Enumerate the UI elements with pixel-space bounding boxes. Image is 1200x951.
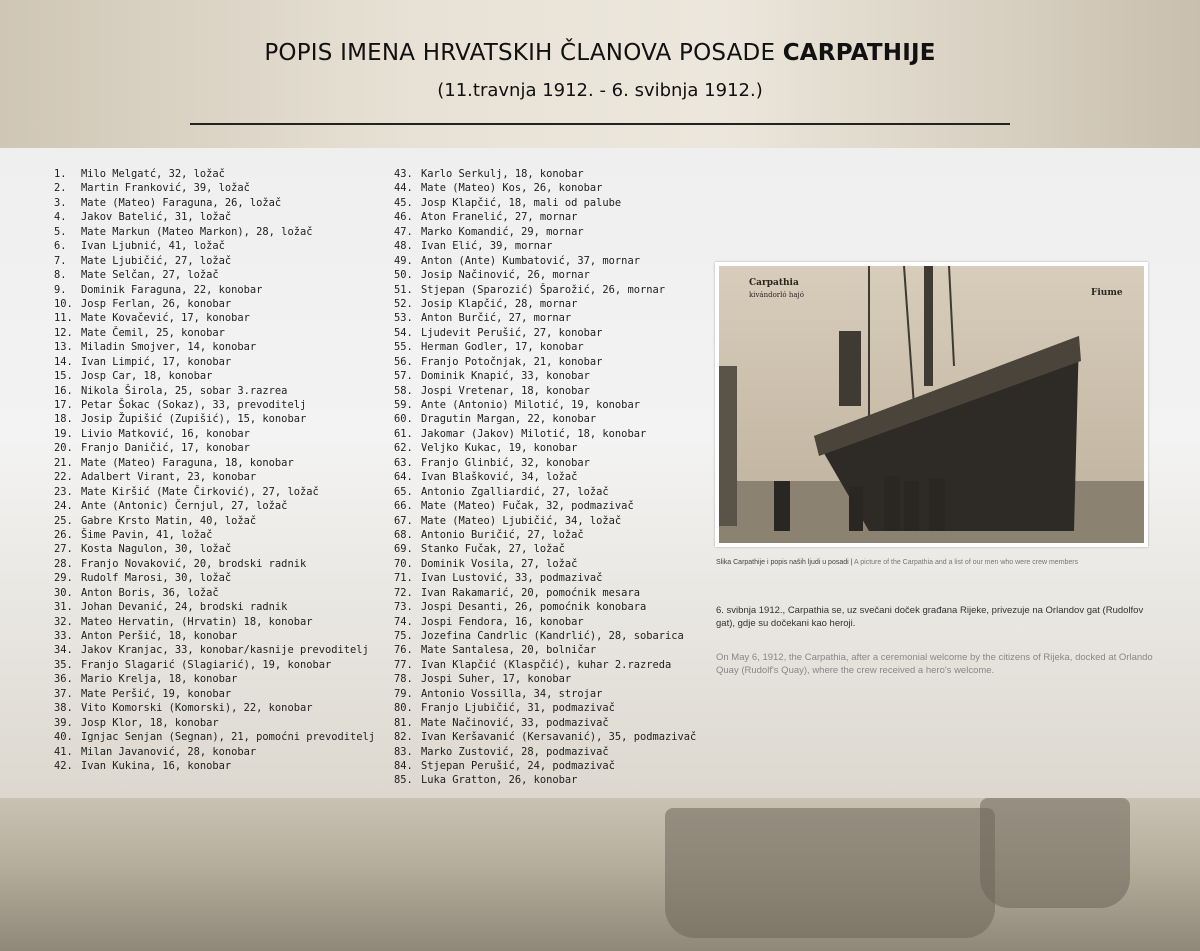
crew-member-name: Mate Kovačević, 17, konobar [81, 312, 250, 325]
crew-member-name: Šime Pavin, 41, ložač [81, 528, 213, 541]
crew-member-name: Jospi Vretenar, 18, konobar [421, 384, 590, 397]
crew-member-name: Mate (Mateo) Kos, 26, konobar [421, 182, 603, 195]
crew-member-name: Anton (Ante) Kumbatović, 37, mornar [421, 254, 640, 267]
crew-member-name: Franjo Glinbić, 32, konobar [421, 456, 590, 469]
crew-list-item [54, 643, 375, 657]
crew-list-item [394, 268, 696, 282]
crew-list-item [394, 514, 696, 528]
crew-list-item [54, 297, 375, 311]
crew-member-name: Dominik Knapić, 33, konobar [421, 370, 590, 383]
boat-silhouette [665, 808, 995, 938]
crew-list-right [394, 167, 696, 788]
crew-list-item [394, 600, 696, 614]
crew-list-item [394, 643, 696, 657]
crew-number: 61. [394, 427, 413, 440]
photo-label-ship: Carpathia [749, 278, 799, 288]
crew-list-item [54, 716, 375, 730]
crew-member-name: Milo Melgatć, 32, ložač [81, 168, 225, 180]
crew-list-item [54, 672, 375, 686]
crew-member-name: Stanko Fučak, 27, ložač [421, 543, 565, 556]
crew-number: 30. [54, 586, 73, 599]
crew-number: 29. [54, 572, 73, 585]
title-divider [190, 123, 1010, 125]
crew-member-name: Ivan Elić, 39, mornar [421, 240, 553, 253]
crew-member-name: Josip Klapčić, 28, mornar [421, 297, 578, 310]
crew-number: 21. [54, 456, 73, 469]
crew-number: 54. [394, 326, 413, 339]
crew-list-item [394, 485, 696, 499]
crew-number: 22. [54, 471, 73, 484]
crew-list-item [54, 340, 375, 354]
crew-number: 53. [394, 312, 413, 325]
crew-list-item [394, 672, 696, 686]
carpathia-photo [715, 262, 1148, 547]
crew-list-item [394, 629, 696, 643]
crew-number: 33. [54, 630, 73, 642]
crew-member-name: Ante (Antonio) Milotić, 19, konobar [421, 399, 640, 411]
crew-list-item [54, 470, 375, 484]
crew-list-item [54, 615, 375, 629]
crew-list-item [394, 615, 696, 629]
crew-member-name: Marko Komandić, 29, mornar [421, 225, 584, 238]
crew-number: 19. [54, 427, 73, 440]
crew-member-name: Franjo Potočnjak, 21, konobar [421, 355, 603, 368]
crew-member-name: Jozefina Candrlic (Kandrlić), 28, sobarica [421, 630, 684, 642]
crew-member-name: Rudolf Marosi, 30, ložač [81, 572, 232, 585]
crew-number: 71. [394, 572, 413, 585]
crew-number: 7. [54, 254, 67, 267]
crew-member-name: Ante (Antonic) Černjul, 27, ložač [81, 500, 288, 513]
crew-number: 37. [54, 687, 73, 700]
crew-list-item [54, 384, 375, 398]
crew-member-name: Aton Franelić, 27, mornar [421, 211, 578, 224]
crew-member-name: Jospi Fendora, 16, konobar [421, 615, 584, 628]
crew-number: 41. [54, 745, 73, 758]
crew-member-name: Stjepan (Sparozić) Šparožić, 26, mornar [421, 283, 665, 296]
crew-member-name: Mate Kiršić (Mate Čirković), 27, ložač [81, 485, 319, 498]
crew-list-item [394, 355, 696, 369]
crew-list-item [54, 542, 375, 556]
crew-list-item [394, 542, 696, 556]
crew-member-name: Anton Boris, 36, ložač [81, 586, 219, 599]
crew-number: 85. [394, 774, 413, 787]
crew-number: 6. [54, 240, 67, 253]
crew-number: 72. [394, 586, 413, 599]
crew-member-name: Karlo Serkulj, 18, konobar [421, 168, 584, 180]
crew-number: 60. [394, 413, 413, 426]
crew-member-name: Antonio Vossilla, 34, strojar [421, 687, 603, 700]
crew-member-name: Miladin Smojver, 14, konobar [81, 341, 257, 354]
crew-member-name: Antonio Zgalliardić, 27, ložač [421, 485, 609, 498]
crew-member-name: Mateo Hervatin, (Hrvatin) 18, konobar [81, 615, 313, 628]
crew-member-name: Anton Burčić, 27, mornar [421, 312, 572, 325]
crew-number: 63. [394, 456, 413, 469]
crew-number: 74. [394, 615, 413, 628]
crew-number: 58. [394, 384, 413, 397]
crew-number: 79. [394, 687, 413, 700]
crew-list-item [54, 412, 375, 426]
crew-number: 77. [394, 658, 413, 671]
crew-number: 82. [394, 731, 413, 744]
crew-member-name: Dragutin Margan, 22, konobar [421, 413, 597, 426]
crew-member-name: Mate (Mateo) Ljubičić, 34, ložač [421, 514, 622, 527]
crew-number: 47. [394, 225, 413, 238]
caption-croatian: Slika Carpathije i popis naših ljudi u posadi [716, 559, 849, 566]
crew-number: 68. [394, 528, 413, 541]
crew-member-name: Mate Načinović, 33, podmazivač [421, 716, 609, 729]
crew-list-item [394, 181, 696, 195]
crew-list-item [394, 427, 696, 441]
crew-list-item [394, 369, 696, 383]
crew-number: 44. [394, 182, 413, 195]
crew-list-item [394, 326, 696, 340]
crew-number: 34. [54, 644, 73, 657]
crew-member-name: Anton Peršić, 18, konobar [81, 630, 238, 642]
crew-list-item [394, 210, 696, 224]
crew-member-name: Luka Gratton, 26, konobar [421, 774, 578, 787]
crew-member-name: Marko Zustović, 28, podmazivač [421, 745, 609, 758]
crew-member-name: Vito Komorski (Komorski), 22, konobar [81, 702, 313, 715]
crew-list-item [394, 398, 696, 412]
crew-list-item [54, 210, 375, 224]
crew-list-item [54, 254, 375, 268]
crew-member-name: Mario Krelja, 18, konobar [81, 673, 238, 686]
crew-member-name: Petar Šokac (Sokaz), 33, prevoditelj [81, 399, 307, 411]
crew-member-name: Jakov Batelić, 31, ložač [81, 211, 232, 224]
crew-member-name: Ignjac Senjan (Segnan), 21, pomoćni prevoditelj [81, 731, 376, 744]
crew-member-name: Josp Klapčić, 18, mali od palube [421, 196, 622, 209]
crew-number: 80. [394, 702, 413, 715]
header-banner [0, 0, 1200, 148]
crew-member-name: Jakov Kranjac, 33, konobar/kasnije prevoditelj [81, 644, 369, 657]
crew-member-name: Ivan Keršavanić (Kersavanić), 35, podmazivač [421, 731, 697, 744]
crew-list-item [394, 167, 696, 181]
crew-list-item [394, 456, 696, 470]
crew-member-name: Ivan Limpić, 17, konobar [81, 355, 232, 368]
crew-list-item [54, 557, 375, 571]
crew-member-name: Ivan Lustović, 33, podmazivač [421, 572, 603, 585]
crew-member-name: Ivan Rakamarić, 20, pomoćnik mesara [421, 586, 640, 599]
crew-member-name: Ivan Klapčić (Klaspčić), kuhar 2.razreda [421, 658, 672, 671]
crew-number: 46. [394, 211, 413, 224]
crew-list-item [394, 571, 696, 585]
crew-number: 40. [54, 731, 73, 744]
crew-member-name: Antonio Buričić, 27, ložač [421, 528, 584, 541]
crew-member-name: Mate (Mateo) Faraguna, 18, konobar [81, 456, 294, 469]
crew-member-name: Mate Markun (Mateo Markon), 28, ložač [81, 225, 313, 238]
crew-list-item [394, 412, 696, 426]
crew-number: 50. [394, 269, 413, 282]
crew-number: 25. [54, 514, 73, 527]
crew-number: 73. [394, 601, 413, 614]
crew-number: 35. [54, 658, 73, 671]
crew-number: 67. [394, 514, 413, 527]
crew-member-name: Josp Ferlan, 26, konobar [81, 297, 232, 310]
crew-number: 9. [54, 283, 67, 296]
photo-caption [716, 559, 1156, 566]
crew-member-name: Stjepan Perušić, 24, podmazivač [421, 759, 615, 772]
crew-list-item [54, 355, 375, 369]
crew-member-name: Mate Santalesa, 20, bolničar [421, 644, 597, 657]
crew-member-name: Mate Selčan, 27, ložač [81, 269, 219, 282]
description-croatian: 6. svibnja 1912., Carpathia se, uz svečani doček građana Rijeke, privezuje na Orlandov gat (Rudolfov gat), gdje su dočekani kao heroji. [716, 605, 1144, 629]
crew-list-item [54, 687, 375, 701]
crew-list-item [394, 687, 696, 701]
crew-list-item [54, 225, 375, 239]
boat-silhouette [980, 798, 1130, 908]
crew-list-item [54, 528, 375, 542]
crew-member-name: Mate Peršić, 19, konobar [81, 687, 232, 700]
crew-member-name: Josip Načinović, 26, mornar [421, 269, 590, 282]
crew-number: 23. [54, 485, 73, 498]
crew-list-item [394, 701, 696, 715]
crew-list-item [394, 384, 696, 398]
crew-list-item [394, 283, 696, 297]
crew-list-item [394, 759, 696, 773]
crew-member-name: Ivan Blašković, 34, ložač [421, 471, 578, 484]
crew-list-left [54, 167, 375, 773]
crew-member-name: Herman Godler, 17, konobar [421, 341, 584, 354]
crew-list-item [54, 167, 375, 181]
crew-list-item [54, 369, 375, 383]
crew-list-item [54, 311, 375, 325]
crew-list-item [54, 398, 375, 412]
crew-number: 75. [394, 630, 413, 642]
crew-list-item [394, 225, 696, 239]
crew-list-item [394, 730, 696, 744]
crew-number: 66. [394, 500, 413, 513]
crew-number: 57. [394, 370, 413, 383]
crew-list-item [394, 773, 696, 787]
crew-member-name: Martin Franković, 39, ložač [81, 182, 250, 195]
crew-number: 42. [54, 759, 73, 772]
crew-number: 13. [54, 341, 73, 354]
crew-number: 16. [54, 384, 73, 397]
harbor-background [0, 798, 1200, 951]
crew-number: 8. [54, 269, 67, 282]
crew-list-item [54, 485, 375, 499]
crew-number: 48. [394, 240, 413, 253]
crew-number: 39. [54, 716, 73, 729]
crew-number: 56. [394, 355, 413, 368]
crew-number: 36. [54, 673, 73, 686]
crew-list-item [54, 427, 375, 441]
crew-number: 64. [394, 471, 413, 484]
crew-list-item [394, 557, 696, 571]
title-prefix: POPIS IMENA HRVATSKIH ČLANOVA POSADE [264, 40, 783, 66]
photo-label-subtitle: kivándorló hajó [749, 291, 804, 299]
crew-list-item [394, 340, 696, 354]
crew-member-name: Franjo Slagarić (Slagiarić), 19, konobar [81, 658, 332, 671]
crew-number: 78. [394, 673, 413, 686]
crew-list-item [54, 456, 375, 470]
description-english: On May 6, 1912, the Carpathia, after a ceremonial welcome by the citizens of Rijeka, docked at Orlando Quay (Rudolf's Quay), where the crew received a hero's welcome. [716, 652, 1153, 676]
crew-list-item [54, 196, 375, 210]
crew-list-item [54, 441, 375, 455]
crew-number: 2. [54, 182, 67, 195]
crew-member-name: Jakomar (Jakov) Milotić, 18, konobar [421, 427, 647, 440]
crew-list-item [394, 528, 696, 542]
crew-list-item [54, 514, 375, 528]
crew-number: 11. [54, 312, 73, 325]
crew-number: 27. [54, 543, 73, 556]
crew-number: 15. [54, 370, 73, 383]
crew-list-item [54, 181, 375, 195]
crew-member-name: Mate (Mateo) Fučak, 32, podmazivač [421, 500, 634, 513]
crew-member-name: Dominik Faraguna, 22, konobar [81, 283, 263, 296]
crew-list-item [54, 239, 375, 253]
crew-number: 59. [394, 399, 413, 411]
crew-number: 49. [394, 254, 413, 267]
crew-number: 70. [394, 557, 413, 570]
crew-member-name: Dominik Vosila, 27, ložač [421, 557, 578, 570]
crew-list-item [54, 283, 375, 297]
crew-number: 51. [394, 283, 413, 296]
crew-member-name: Jospi Suher, 17, konobar [421, 673, 572, 686]
crew-number: 84. [394, 759, 413, 772]
crew-number: 28. [54, 557, 73, 570]
crew-number: 62. [394, 442, 413, 455]
crew-member-name: Mate Ljubičić, 27, ložač [81, 254, 232, 267]
crew-list-item [394, 311, 696, 325]
crew-member-name: Franjo Novaković, 20, brodski radnik [81, 557, 307, 570]
crew-member-name: Franjo Ljubičić, 31, podmazivač [421, 702, 615, 715]
crew-member-name: Adalbert Virant, 23, konobar [81, 471, 257, 484]
crew-list-item [54, 268, 375, 282]
crew-member-name: Gabre Krsto Matin, 40, ložač [81, 514, 257, 527]
crew-list-item [54, 658, 375, 672]
crew-number: 45. [394, 196, 413, 209]
crew-number: 43. [394, 168, 413, 180]
crew-number: 5. [54, 225, 67, 238]
crew-member-name: Mate (Mateo) Faraguna, 26, ložač [81, 196, 282, 209]
crew-member-name: Mate Čemil, 25, konobar [81, 326, 225, 339]
crew-list-item [394, 745, 696, 759]
crew-member-name: Jospi Desanti, 26, pomoćnik konobara [421, 601, 647, 614]
crew-member-name: Nikola Širola, 25, sobar 3.razrea [81, 384, 288, 397]
crew-member-name: Ljudevit Perušić, 27, konobar [421, 326, 603, 339]
crew-number: 55. [394, 341, 413, 354]
crew-member-name: Livio Matković, 16, konobar [81, 427, 250, 440]
crew-list-item [54, 571, 375, 585]
crew-member-name: Veljko Kukac, 19, konobar [421, 442, 578, 455]
crew-number: 38. [54, 702, 73, 715]
crew-number: 26. [54, 528, 73, 541]
crew-list-item [394, 297, 696, 311]
crew-list-item [394, 470, 696, 484]
crew-list-item [54, 730, 375, 744]
crew-number: 12. [54, 326, 73, 339]
crew-list-item [394, 239, 696, 253]
crew-list-item [54, 701, 375, 715]
crew-list-item [394, 716, 696, 730]
crew-list-item [394, 499, 696, 513]
crew-number: 10. [54, 297, 73, 310]
crew-number: 1. [54, 168, 67, 180]
crew-number: 18. [54, 413, 73, 426]
page-title [0, 40, 1200, 66]
crew-number: 20. [54, 442, 73, 455]
crew-number: 65. [394, 485, 413, 498]
crew-number: 3. [54, 196, 67, 209]
crew-member-name: Johan Devanić, 24, brodski radnik [81, 601, 288, 614]
crew-list-item [394, 254, 696, 268]
crew-list-item [54, 629, 375, 643]
crew-member-name: Kosta Nagulon, 30, ložač [81, 543, 232, 556]
caption-english: A picture of the Carpathia and a list of our men who were crew members [854, 559, 1079, 566]
crew-number: 32. [54, 615, 73, 628]
crew-member-name: Ivan Ljubnić, 41, ložač [81, 240, 225, 253]
crew-member-name: Milan Javanović, 28, konobar [81, 745, 257, 758]
crew-member-name: Josp Klor, 18, konobar [81, 716, 219, 729]
title-ship-name: CARPATHIJE [782, 40, 936, 66]
crew-list-item [54, 586, 375, 600]
crew-number: 83. [394, 745, 413, 758]
crew-member-name: Ivan Kukina, 16, konobar [81, 759, 232, 772]
crew-number: 4. [54, 211, 67, 224]
page-subtitle: (11.travnja 1912. - 6. svibnja 1912.) [437, 80, 763, 101]
crew-list-item [394, 586, 696, 600]
carpathia-ship-image [719, 266, 1144, 543]
crew-number: 17. [54, 399, 73, 411]
crew-list-item [54, 326, 375, 340]
crew-list-item [394, 196, 696, 210]
crew-list-item [54, 600, 375, 614]
crew-member-name: Josip Župišić (Zupišić), 15, konobar [81, 413, 307, 426]
crew-number: 31. [54, 601, 73, 614]
caption-separator: | [848, 559, 855, 566]
crew-number: 52. [394, 297, 413, 310]
crew-list-item [54, 745, 375, 759]
crew-number: 76. [394, 644, 413, 657]
crew-member-name: Josp Car, 18, konobar [81, 370, 213, 383]
crew-number: 69. [394, 543, 413, 556]
crew-list-item [54, 759, 375, 773]
photo-label-city: Fiume [1091, 288, 1123, 298]
crew-number: 24. [54, 500, 73, 513]
crew-list-item [54, 499, 375, 513]
crew-member-name: Franjo Daničić, 17, konobar [81, 442, 250, 455]
crew-list-item [394, 658, 696, 672]
crew-number: 14. [54, 355, 73, 368]
crew-list-item [394, 441, 696, 455]
crew-number: 81. [394, 716, 413, 729]
